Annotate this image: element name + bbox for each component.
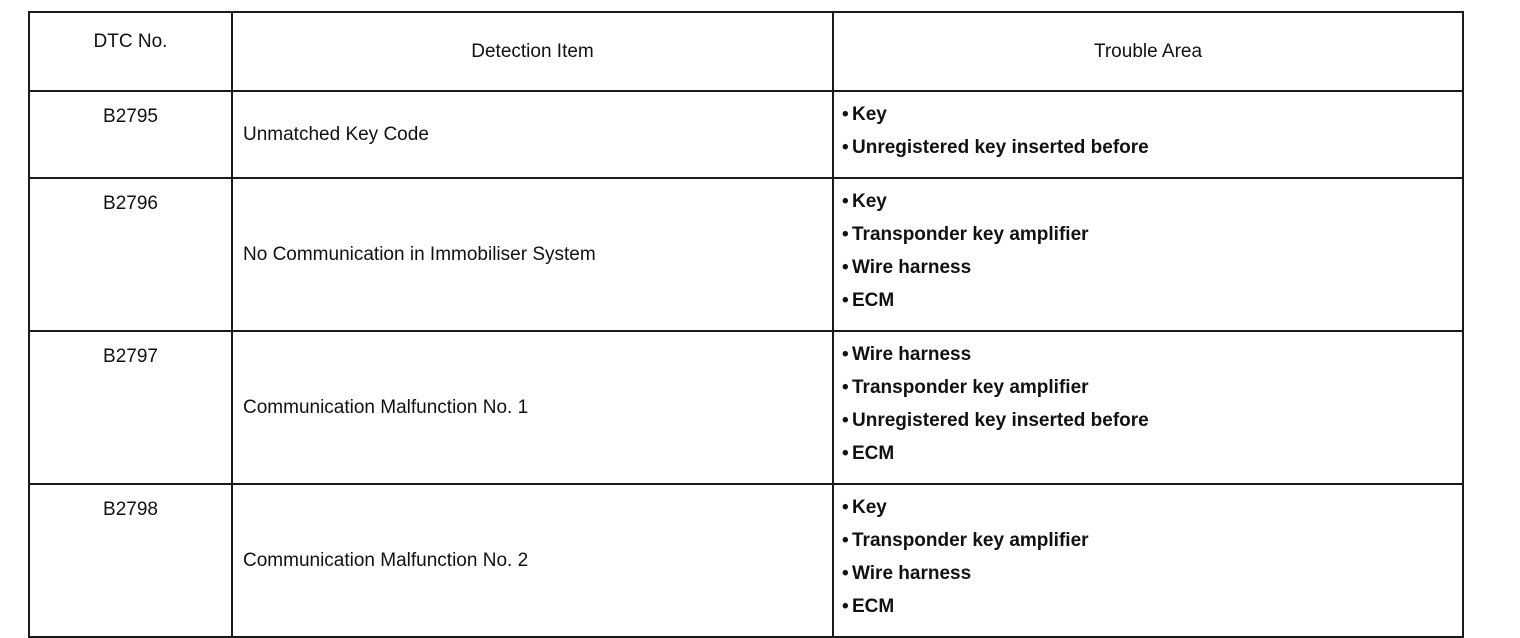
trouble-area-text: Wire harness (852, 563, 972, 584)
header-row (29, 12, 1463, 91)
trouble-area-text: Wire harness (852, 257, 972, 278)
list-item (842, 498, 1462, 531)
list-item (842, 225, 1462, 258)
list-item (842, 411, 1462, 444)
list-item (842, 597, 1462, 630)
bullet-icon: • (842, 137, 849, 158)
dtc-code: B2797 (29, 331, 232, 484)
trouble-area-text: ECM (852, 290, 895, 311)
bullet-icon: • (842, 191, 849, 212)
list-item (842, 105, 1462, 138)
list-item (842, 444, 1462, 477)
table-row (29, 178, 1463, 331)
trouble-area-text: Key (852, 191, 887, 212)
table-row (29, 484, 1463, 637)
detection-item: No Communication in Immobiliser System (232, 178, 833, 331)
trouble-area-cell (833, 331, 1463, 484)
trouble-area-list (842, 105, 1462, 171)
trouble-area-text: Unregistered key inserted before (852, 137, 1149, 158)
trouble-area-text: Wire harness (852, 344, 972, 365)
list-item (842, 258, 1462, 291)
table-row (29, 91, 1463, 178)
bullet-icon: • (842, 257, 849, 278)
trouble-area-text: ECM (852, 596, 895, 617)
trouble-area-cell (833, 91, 1463, 178)
trouble-area-list (842, 345, 1462, 477)
list-item (842, 564, 1462, 597)
list-item (842, 378, 1462, 411)
bullet-icon: • (842, 290, 849, 311)
bullet-icon: • (842, 443, 849, 464)
bullet-icon: • (842, 224, 849, 245)
list-item (842, 291, 1462, 324)
header-dtc-no: DTC No. (29, 12, 232, 91)
bullet-icon: • (842, 104, 849, 125)
list-item (842, 192, 1462, 225)
trouble-area-list (842, 498, 1462, 630)
bullet-icon: • (842, 410, 849, 431)
bullet-icon: • (842, 497, 849, 518)
trouble-area-text: Key (852, 497, 887, 518)
bullet-icon: • (842, 530, 849, 551)
bullet-icon: • (842, 344, 849, 365)
header-detection-item: Detection Item (232, 12, 833, 91)
trouble-area-cell (833, 484, 1463, 637)
dtc-code: B2796 (29, 178, 232, 331)
header-trouble-area: Trouble Area (833, 12, 1463, 91)
trouble-area-text: Transponder key amplifier (852, 224, 1089, 245)
trouble-area-text: ECM (852, 443, 895, 464)
list-item (842, 531, 1462, 564)
trouble-area-text: Transponder key amplifier (852, 377, 1089, 398)
bullet-icon: • (842, 377, 849, 398)
detection-item: Communication Malfunction No. 1 (232, 331, 833, 484)
trouble-area-text: Key (852, 104, 887, 125)
dtc-code: B2795 (29, 91, 232, 178)
dtc-code: B2798 (29, 484, 232, 637)
list-item (842, 345, 1462, 378)
trouble-area-text: Unregistered key inserted before (852, 410, 1149, 431)
bullet-icon: • (842, 563, 849, 584)
bullet-icon: • (842, 596, 849, 617)
detection-item: Communication Malfunction No. 2 (232, 484, 833, 637)
trouble-area-text: Transponder key amplifier (852, 530, 1089, 551)
list-item (842, 138, 1462, 171)
trouble-area-cell (833, 178, 1463, 331)
trouble-area-list (842, 192, 1462, 324)
dtc-table (28, 11, 1464, 638)
detection-item: Unmatched Key Code (232, 91, 833, 178)
table-row (29, 331, 1463, 484)
